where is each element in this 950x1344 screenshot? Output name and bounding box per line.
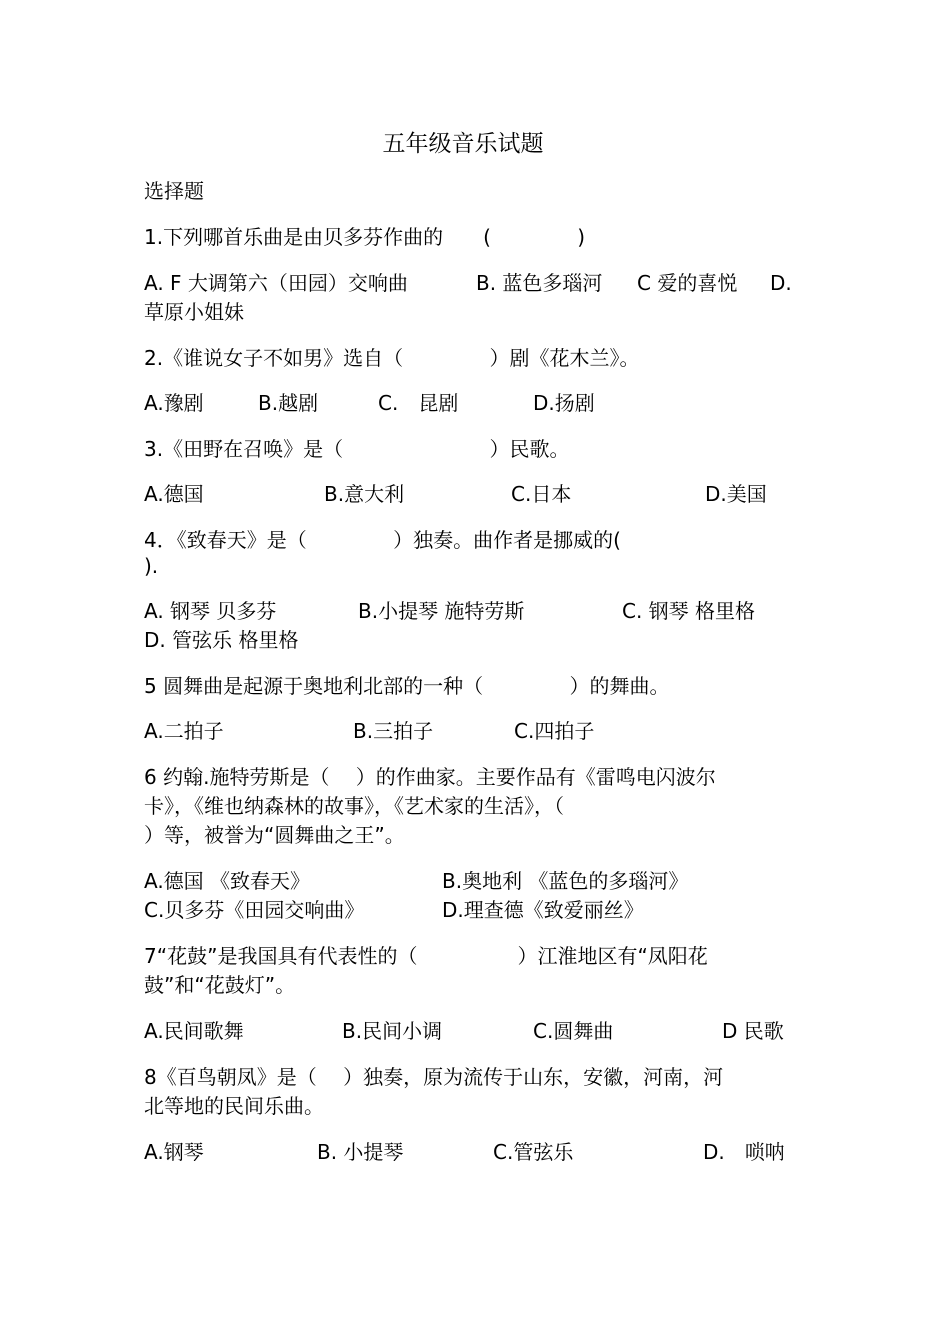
option-b: B.小提琴 施特劳斯	[358, 599, 525, 623]
option-c: C. 昆剧	[378, 391, 459, 415]
question-2-stem: 2.《谁说女子不如男》选自（ ）剧《花木兰》。	[144, 346, 640, 370]
question-4-stem-cont: ).	[144, 554, 159, 578]
option-a: A.豫剧	[144, 391, 204, 415]
option-d: D.	[770, 271, 792, 295]
option-b: B.意大利	[324, 482, 405, 506]
question-6-stem: 6 约翰.施特劳斯是（ ）的作曲家。主要作品有《雷鸣电闪波尔	[144, 765, 716, 789]
option-a: A.德国 《致春天》	[144, 869, 311, 893]
section-heading: 选择题	[144, 179, 204, 203]
option-a: A. F 大调第六（田园）交响曲	[144, 271, 408, 295]
option-c: C. 钢琴 格里格	[622, 599, 756, 623]
option-d: D.扬剧	[533, 391, 595, 415]
option-d: D 民歌	[722, 1019, 784, 1043]
option-c: C.四拍子	[514, 719, 595, 743]
option-a: A.德国	[144, 482, 204, 506]
option-d: D. 唢呐	[703, 1140, 785, 1164]
option-c: C.日本	[511, 482, 572, 506]
option-b: B.民间小调	[342, 1019, 443, 1043]
question-1-options-cont: 草原小姐妹	[144, 300, 244, 324]
option-b: B.三拍子	[353, 719, 434, 743]
option-b: B. 小提琴	[317, 1140, 404, 1164]
option-a: A. 钢琴 贝多芬	[144, 599, 277, 623]
option-a: A.钢琴	[144, 1140, 204, 1164]
page-title: 五年级音乐试题	[382, 131, 544, 157]
question-6-stem-cont: 卡》，《维也纳森林的故事》，《艺术家的生活》，（	[144, 794, 564, 818]
option-b: B. 蓝色多瑙河	[476, 271, 603, 295]
option-d: D.理查德《致爱丽丝》	[442, 898, 644, 922]
option-c: C.圆舞曲	[533, 1019, 614, 1043]
question-8-stem: 8《百鸟朝凤》是（ ）独奏，原为流传于山东，安徽，河南，河	[144, 1065, 724, 1089]
option-a: A.民间歌舞	[144, 1019, 244, 1043]
question-4-options-cont: D. 管弦乐 格里格	[144, 628, 299, 652]
question-7-stem: 7“花鼓”是我国具有代表性的（ ）江淮地区有“凤阳花	[144, 944, 708, 968]
question-3-stem: 3.《田野在召唤》是（ ）民歌。	[144, 437, 570, 461]
option-b: B.奥地利 《蓝色的多瑙河》	[442, 869, 689, 893]
question-7-stem-cont: 鼓”和“花鼓灯”。	[144, 973, 296, 997]
question-6-stem-cont-2: ）等，被誉为“圆舞曲之王”。	[144, 823, 405, 847]
question-1-stem: 1.下列哪首乐曲是由贝多芬作曲的 ( )	[144, 225, 586, 249]
option-b: B.越剧	[258, 391, 319, 415]
option-c: C 爱的喜悦	[637, 271, 738, 295]
question-5-stem: 5 圆舞曲是起源于奥地利北部的一种（ ）的舞曲。	[144, 674, 670, 698]
question-8-stem-cont: 北等地的民间乐曲。	[144, 1094, 324, 1118]
option-d: D.美国	[705, 482, 767, 506]
question-4-stem: 4．《致春天》是（ ）独奏。曲作者是挪威的(	[144, 528, 621, 552]
option-c: C.管弦乐	[493, 1140, 574, 1164]
option-c: C.贝多芬《田园交响曲》	[144, 898, 365, 922]
option-a: A.二拍子	[144, 719, 224, 743]
